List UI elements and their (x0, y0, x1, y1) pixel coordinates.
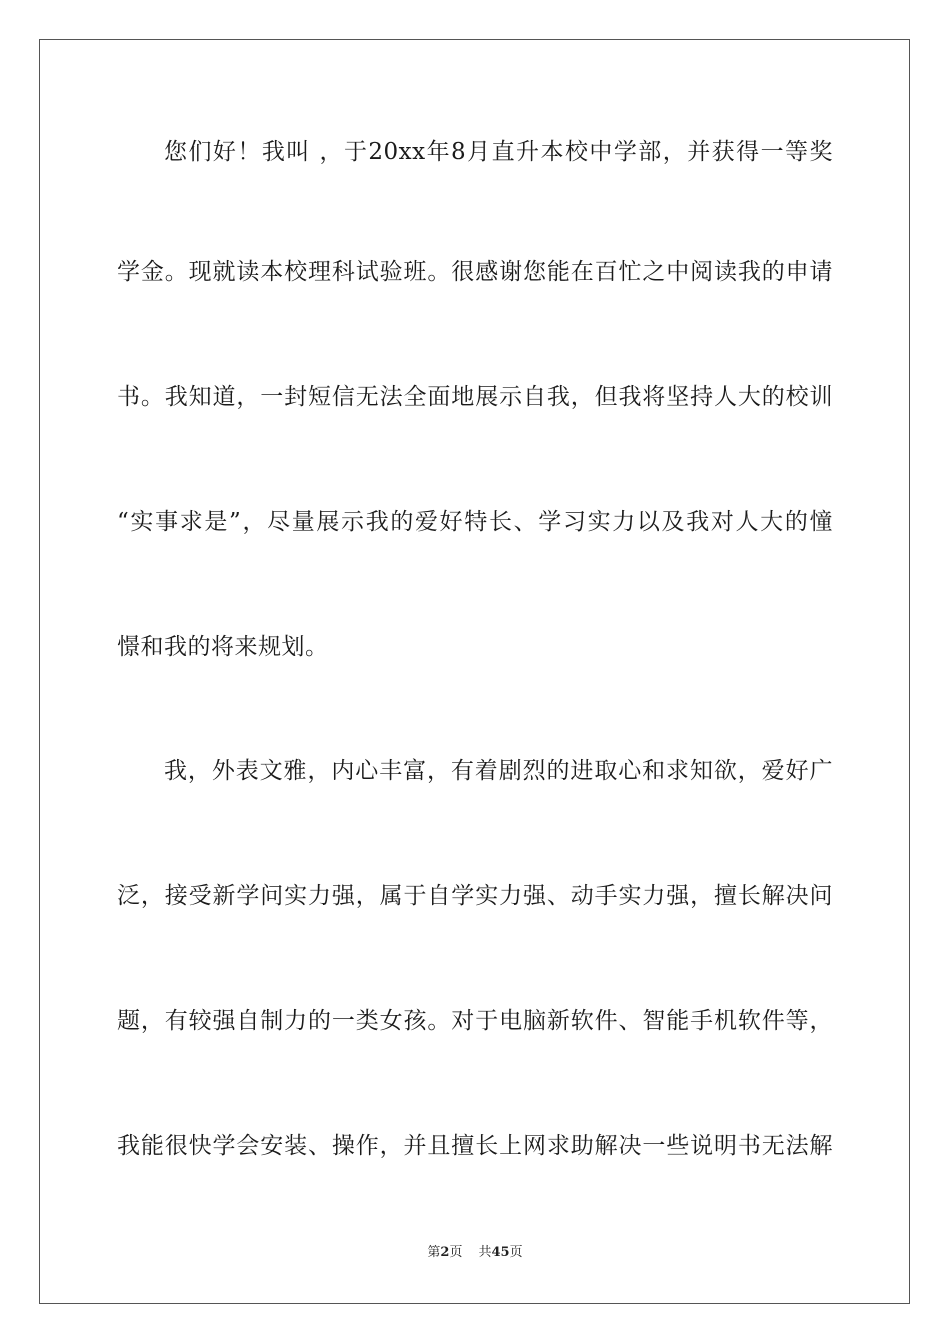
page-border (39, 39, 910, 1304)
paragraph-1-line-3: 书。我知道，一封短信无法全面地展示自我，但我将坚持人大的校训 (117, 384, 833, 410)
page-number: 2 (440, 1245, 450, 1260)
page-suffix: 页 (449, 1245, 463, 1260)
paragraph-1-line-2: 学金。现就读本校理科试验班。很感谢您能在百忙之中阅读我的申请 (117, 259, 833, 285)
paragraph-1-line-5: 憬和我的将来规划。 (117, 634, 329, 660)
page-footer (0, 1244, 950, 1262)
paragraph-2-line-1: 我，外表文雅，内心丰富，有着剧烈的进取心和求知欲，爱好广 (164, 758, 833, 784)
paragraph-2-line-4: 我能很快学会安装、操作，并且擅长上网求助解决一些说明书无法解 (117, 1133, 833, 1159)
total-prefix: 共 (478, 1245, 492, 1260)
paragraph-1-line-1: 您们好！我叫 ，于20xx年8月直升本校中学部，并获得一等奖 (164, 139, 833, 165)
paragraph-2-line-2: 泛，接受新学问实力强，属于自学实力强、动手实力强，擅长解决问 (117, 883, 833, 909)
total-pages: 45 (491, 1245, 510, 1260)
paragraph-2-line-3: 题，有较强自制力的一类女孩。对于电脑新软件、智能手机软件等， (117, 1008, 833, 1034)
page-prefix: 第 (427, 1245, 441, 1260)
paragraph-1-line-4: “实事求是”，尽量展示我的爱好特长、学习实力以及我对人大的憧 (117, 509, 833, 535)
total-suffix: 页 (509, 1245, 523, 1260)
